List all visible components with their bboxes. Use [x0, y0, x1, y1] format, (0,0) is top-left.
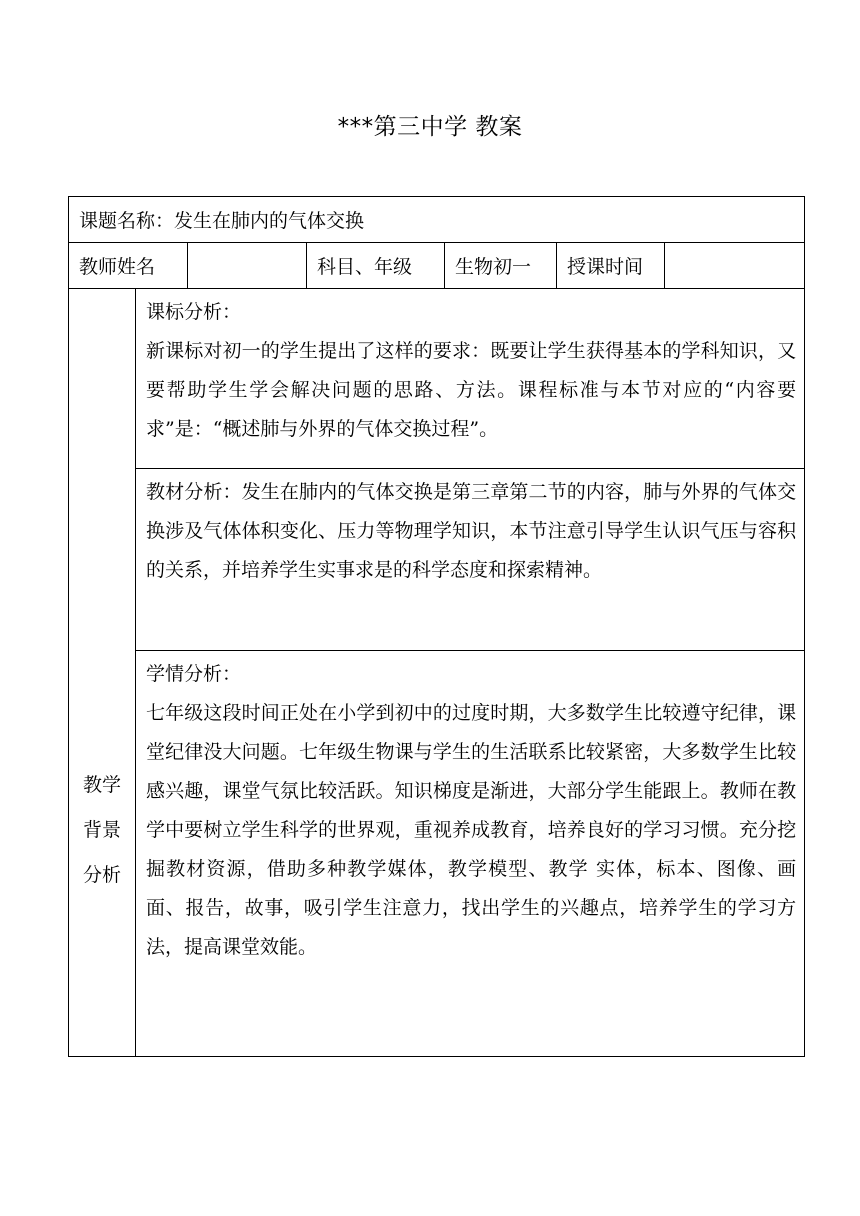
side-label-line: 分析: [82, 864, 121, 886]
curriculum-heading: 课标分析：: [146, 301, 242, 323]
teacher-name-value: [188, 243, 307, 289]
textbook-body: 教材分析：发生在肺内的气体交换是第三章第二节的内容，肺与外界的气体交换涉及气体体积变化、压力等物理学知识，本节注意引导学生认识气压与容积的关系，并培养学生实事求是的科学态度和探索精神。: [146, 481, 797, 581]
curriculum-analysis-cell: [136, 289, 805, 469]
document-title: ***第三中学 教案: [337, 114, 523, 140]
students-row: [69, 651, 805, 1057]
subject-grade-label: 科目、年级: [307, 243, 445, 289]
student-analysis-cell: [136, 651, 805, 1057]
curriculum-row: [69, 289, 805, 469]
topic-row: [69, 197, 805, 243]
subject-grade-value: 生物初一: [445, 243, 557, 289]
side-label-line: 背景: [82, 819, 121, 841]
curriculum-body: 新课标对初一的学生提出了这样的要求：既要让学生获得基本的学科知识，又要帮助学生学会解决问题的思路、方法。课程标准与本节对应的“内容要求”是：“概述肺与外界的气体交换过程”。: [146, 340, 797, 440]
class-time-label: 授课时间: [557, 243, 665, 289]
textbook-row: [69, 469, 805, 651]
info-row: [69, 243, 805, 289]
students-body: 七年级这段时间正处在小学到初中的过度时期，大多数学生比较遵守纪律，课堂纪律没大问题。七年级生物课与学生的生活联系比较紧密，大多数学生比较感兴趣，课堂气氛比较活跃。知识梯度是渐进，大部分学生能跟上。教师在教学中要树立学生科学的世界观，重视养成教育，培养良好的学习习惯。充分挖掘教材资源，借助多种教学媒体，教学模型、教学 实体，标本、图像、画面、报告，故事，吸引学生注意力，找出学生的兴趣点，培养学生的学习方法，提高课堂效能。: [146, 702, 797, 958]
topic-cell: 课题名称：发生在肺内的气体交换: [69, 197, 805, 243]
textbook-analysis-cell: [136, 469, 805, 651]
students-heading: 学情分析：: [146, 663, 242, 685]
class-time-value: [665, 243, 805, 289]
background-analysis-label: [69, 289, 136, 1057]
side-label-line: 教学: [82, 774, 121, 796]
lesson-plan-table: [68, 196, 805, 1057]
teacher-name-label: 教师姓名: [69, 243, 188, 289]
